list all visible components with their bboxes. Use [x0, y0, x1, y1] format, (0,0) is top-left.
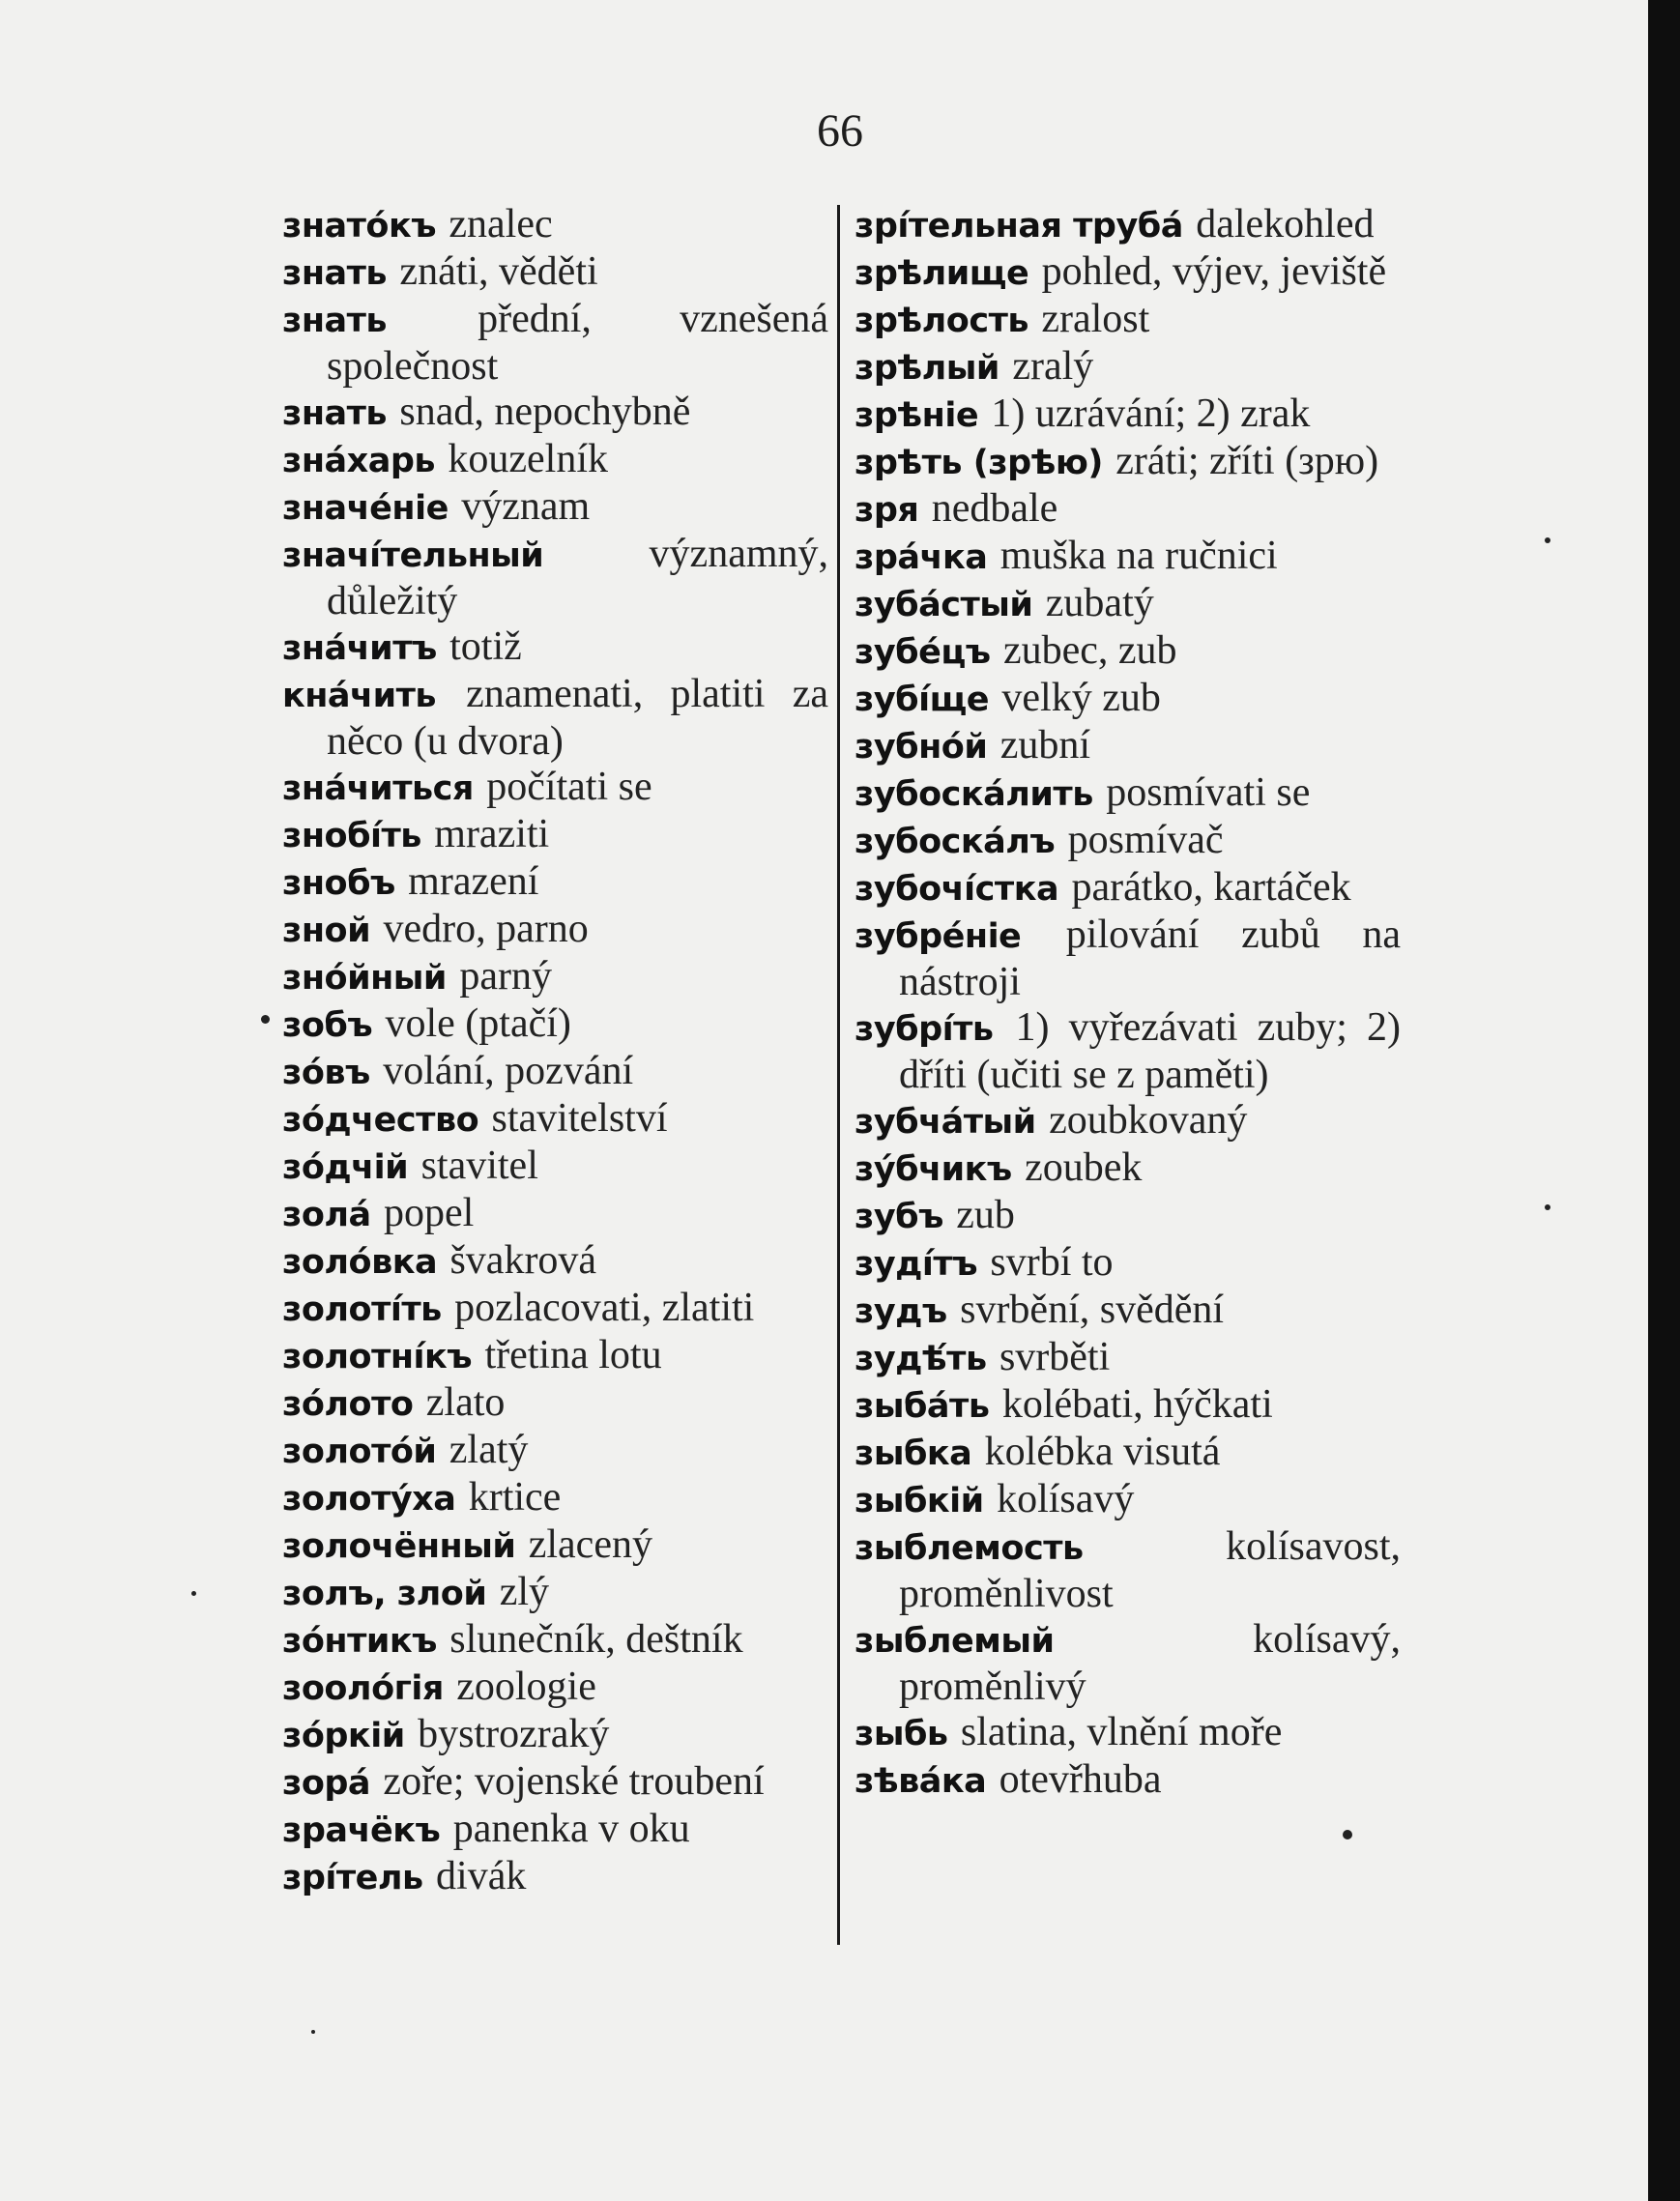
entry-headword: зрáчка	[854, 538, 988, 577]
dictionary-entry	[282, 1048, 828, 1095]
entry-headword: зобъ	[282, 1006, 373, 1045]
dictionary-entry	[854, 1287, 1401, 1334]
entry-definition: kolísavost, proměnlivost	[899, 1524, 1401, 1616]
entry-headword: знáчитъ	[282, 629, 437, 668]
ink-speck	[1545, 537, 1550, 543]
entry-definition: zubatý	[1045, 581, 1154, 625]
dictionary-entry	[854, 1476, 1401, 1523]
entry-headword: зубéцъ	[854, 633, 991, 672]
entry-headword: зрѣлый	[854, 349, 999, 388]
entry-definition: švakrová	[449, 1238, 597, 1283]
entry-definition: přední, vznešená společnost	[327, 297, 828, 389]
entry-headword: зубчáтый	[854, 1103, 1036, 1142]
dictionary-entry	[854, 438, 1401, 485]
page-number: 66	[817, 105, 863, 157]
entry-definition: zoře; vojenské troubení	[383, 1759, 765, 1804]
ink-speck	[191, 1591, 196, 1596]
entry-headword: зыблемость	[854, 1529, 1084, 1568]
dictionary-entry	[854, 1523, 1401, 1616]
dictionary-entry	[282, 953, 828, 1000]
dictionary-entry	[282, 296, 828, 389]
dictionary-entry	[854, 864, 1401, 912]
entry-definition: volání, pozvání	[383, 1049, 634, 1093]
dictionary-entry	[854, 1709, 1401, 1756]
entry-definition: posmívati se	[1106, 770, 1311, 815]
dictionary-entry	[282, 1237, 828, 1285]
entry-headword: зудѣ́ть	[854, 1340, 987, 1378]
dictionary-entry	[282, 1427, 828, 1474]
entry-headword: зудíтъ	[854, 1245, 978, 1284]
entry-definition: význam	[461, 484, 591, 529]
entry-definition: popel	[384, 1191, 475, 1235]
dictionary-entry	[282, 1521, 828, 1569]
entry-headword: зóркiй	[282, 1717, 405, 1755]
dictionary-entry	[282, 858, 828, 906]
entry-definition: posmívač	[1067, 818, 1224, 862]
entry-definition: zráti; zříti (зрю)	[1115, 439, 1379, 483]
entry-definition: znalec	[449, 202, 553, 246]
dictionary-entry	[854, 1097, 1401, 1144]
entry-headword: зрѣлость	[854, 302, 1028, 340]
entry-definition: otevřhuba	[999, 1757, 1162, 1802]
entry-headword: знать	[282, 254, 388, 293]
entry-definition: mrazení	[408, 859, 539, 904]
entry-headword: знáхарь	[282, 442, 436, 480]
entry-definition: pohled, výjev, jeviště	[1041, 249, 1387, 294]
dictionary-entry	[282, 1806, 828, 1853]
entry-headword: знатóкъ	[282, 207, 437, 246]
entry-definition: kolísavý	[997, 1477, 1135, 1521]
entry-definition: zoubkovaný	[1049, 1098, 1248, 1143]
dictionary-entry	[854, 1616, 1401, 1709]
entry-headword: зрѣнiе	[854, 396, 979, 435]
entry-headword: знобъ	[282, 864, 395, 903]
dictionary-entry	[282, 531, 828, 623]
entry-headword: зыбáть	[854, 1387, 990, 1426]
entry-definition: zralý	[1012, 344, 1094, 389]
entry-headword: знобíть	[282, 817, 421, 855]
entry-definition: bystrozraký	[418, 1712, 610, 1756]
entry-headword: кнáчить	[282, 677, 437, 715]
entry-definition: krtice	[468, 1475, 562, 1520]
entry-headword: зубáстый	[854, 586, 1033, 624]
entry-definition: panenka v oku	[452, 1807, 690, 1851]
dictionary-entry	[854, 627, 1401, 675]
dictionary-entry	[282, 436, 828, 483]
dictionary-entry	[282, 623, 828, 671]
dictionary-entry	[854, 248, 1401, 296]
dictionary-entry	[854, 391, 1401, 438]
entry-definition: pozlacovati, zlatiti	[454, 1286, 755, 1330]
ink-speck	[311, 2030, 315, 2034]
entry-definition: zub	[956, 1193, 1015, 1237]
entry-definition: slunečník, deštník	[449, 1617, 743, 1662]
entry-definition: zoubek	[1025, 1145, 1143, 1190]
dictionary-entry	[854, 1239, 1401, 1287]
entry-headword: зоолóгiя	[282, 1669, 444, 1708]
dictionary-entry	[282, 1379, 828, 1427]
entry-definition: kolébati, hýčkati	[1001, 1382, 1273, 1427]
entry-headword: знáчиться	[282, 769, 474, 808]
dictionary-entry	[282, 764, 828, 811]
dictionary-entry	[282, 1569, 828, 1616]
entry-headword: зной	[282, 912, 371, 950]
entry-definition: velký zub	[1001, 676, 1161, 720]
entry-headword: зѣвáка	[854, 1762, 987, 1801]
dictionary-entry	[282, 1285, 828, 1332]
dictionary-entry	[282, 811, 828, 858]
entry-headword: зóнтикъ	[282, 1622, 437, 1661]
entry-headword: зыбка	[854, 1434, 972, 1473]
entry-definition: zoologie	[456, 1665, 596, 1709]
entry-headword: зрачёкъ	[282, 1811, 441, 1850]
entry-headword: золотýха	[282, 1480, 456, 1519]
entry-definition: svrběti	[999, 1335, 1111, 1379]
entry-headword: зрѣлище	[854, 254, 1029, 293]
entry-headword: зубрéнiе	[854, 917, 1022, 956]
dictionary-entry	[282, 248, 828, 296]
dictionary-entry	[854, 912, 1401, 1004]
dictionary-entry	[282, 1758, 828, 1806]
entry-definition: zubní	[999, 723, 1091, 767]
entry-headword: золá	[282, 1196, 371, 1234]
entry-definition: zlý	[499, 1570, 550, 1614]
entry-definition: počítati se	[486, 765, 652, 809]
entry-headword: зрíтельная трубá	[854, 207, 1183, 246]
entry-definition: dalekohled	[1196, 202, 1375, 246]
entry-definition: snad, nepochybně	[399, 390, 691, 434]
entry-headword: зóдчiй	[282, 1148, 409, 1187]
entry-headword: золъ, злой	[282, 1575, 487, 1613]
entry-headword: зря	[854, 491, 919, 530]
entry-headword: зýбчикъ	[854, 1150, 1012, 1189]
entry-definition: pilování zubů na nástroji	[899, 912, 1401, 1004]
entry-definition: kolébka visutá	[984, 1430, 1221, 1474]
dictionary-entry	[282, 1711, 828, 1758]
right-column	[854, 201, 1401, 1804]
entry-headword: зрѣть (зрѣю)	[854, 444, 1103, 482]
dictionary-entry	[282, 1474, 828, 1521]
dictionary-entry	[854, 343, 1401, 391]
entry-headword: зубрíть	[854, 1010, 994, 1049]
dictionary-entry	[854, 1192, 1401, 1239]
entry-definition: třetina lotu	[484, 1333, 662, 1377]
entry-definition: vole (ptačí)	[385, 1001, 571, 1046]
entry-headword: золотнíкъ	[282, 1338, 473, 1376]
entry-headword: зудъ	[854, 1292, 947, 1331]
entry-headword: золотíть	[282, 1290, 442, 1329]
column-divider	[837, 205, 840, 1945]
entry-definition: stavitelství	[491, 1096, 668, 1141]
entry-definition: nedbale	[931, 486, 1058, 531]
dictionary-entry	[282, 1000, 828, 1048]
ink-speck	[261, 1015, 270, 1024]
entry-headword: зубоскáлъ	[854, 823, 1056, 861]
entry-headword: зубнóй	[854, 728, 988, 767]
dictionary-entry	[854, 1334, 1401, 1381]
dictionary-entry	[282, 483, 828, 531]
dictionary-entry	[854, 1004, 1401, 1097]
dictionary-entry	[854, 533, 1401, 580]
entry-definition: znáti, věděti	[399, 249, 598, 294]
entry-headword: зыбь	[854, 1715, 948, 1753]
entry-definition: totiž	[449, 624, 522, 669]
entry-definition: svrbění, svědění	[960, 1288, 1225, 1332]
entry-definition: stavitel	[420, 1144, 538, 1188]
dictionary-entry	[854, 675, 1401, 722]
dictionary-entry	[854, 1144, 1401, 1192]
entry-definition: znamenati, platiti za něco (u dvora)	[327, 672, 828, 764]
dictionary-entry	[854, 1756, 1401, 1804]
entry-definition: kouzelník	[448, 437, 609, 481]
dictionary-entry	[282, 906, 828, 953]
entry-definition: mraziti	[434, 812, 550, 856]
dictionary-entry	[854, 1381, 1401, 1429]
dictionary-entry	[854, 580, 1401, 627]
dictionary-entry	[854, 296, 1401, 343]
entry-definition: svrbí to	[990, 1240, 1114, 1285]
entry-definition: kolísavý, proměnlivý	[899, 1617, 1401, 1709]
entry-definition: 1) uzrávání; 2) zrak	[991, 391, 1311, 436]
entry-definition: parný	[459, 954, 552, 999]
entry-definition: vedro, parno	[383, 907, 589, 951]
left-column	[282, 201, 828, 1900]
entry-headword: знать	[282, 302, 388, 340]
entry-definition: významný, důležitý	[327, 532, 828, 623]
entry-headword: зубъ	[854, 1198, 943, 1236]
entry-headword: зóлото	[282, 1385, 414, 1424]
entry-headword: зубочíстка	[854, 870, 1059, 909]
entry-definition: parátko, kartáček	[1071, 865, 1351, 910]
dictionary-entry	[282, 1190, 828, 1237]
dictionary-entry	[282, 389, 828, 436]
dictionary-entry	[854, 201, 1401, 248]
entry-definition: zubec, zub	[1002, 628, 1177, 673]
entry-definition: divák	[436, 1854, 527, 1898]
entry-headword: зорá	[282, 1764, 371, 1803]
ink-speck	[1545, 1204, 1550, 1210]
entry-headword: зыбкiй	[854, 1482, 984, 1520]
ink-speck	[1343, 1830, 1352, 1839]
entry-definition: zralost	[1041, 297, 1150, 341]
dictionary-entry	[282, 1332, 828, 1379]
entry-definition: muška na ručnici	[999, 534, 1278, 578]
entry-definition: zlatý	[449, 1428, 529, 1472]
dictionary-entry	[282, 201, 828, 248]
dictionary-entry	[854, 769, 1401, 817]
dictionary-entry	[854, 817, 1401, 864]
entry-headword: зубоскáлить	[854, 775, 1093, 814]
entry-headword: значéнiе	[282, 489, 449, 528]
entry-headword: знóйный	[282, 959, 447, 998]
entry-headword: зубíще	[854, 681, 990, 719]
entry-definition: slatina, vlnění moře	[960, 1710, 1283, 1754]
entry-definition: zlato	[425, 1380, 506, 1425]
entry-headword: значíтельный	[282, 536, 544, 575]
entry-headword: зыблемый	[854, 1622, 1055, 1661]
dictionary-entry	[854, 485, 1401, 533]
entry-headword: золóвка	[282, 1243, 438, 1282]
entry-headword: зóвъ	[282, 1054, 370, 1092]
entry-definition: 1) vyřezávati zuby; 2) dříti (učiti se z paměti)	[899, 1005, 1401, 1097]
entry-headword: зрíтель	[282, 1859, 423, 1897]
scan-edge	[1648, 0, 1680, 2201]
entry-headword: зóдчество	[282, 1101, 479, 1140]
dictionary-entry	[282, 1095, 828, 1143]
dictionary-entry	[282, 1143, 828, 1190]
dictionary-entry	[282, 1616, 828, 1664]
dictionary-entry	[282, 1853, 828, 1900]
entry-headword: золочённый	[282, 1527, 516, 1566]
dictionary-entry	[854, 722, 1401, 769]
dictionary-entry	[282, 1664, 828, 1711]
entry-headword: золотóй	[282, 1433, 437, 1471]
entry-definition: zlacený	[528, 1522, 652, 1567]
entry-headword: знать	[282, 394, 388, 433]
dictionary-entry	[282, 671, 828, 764]
dictionary-entry	[854, 1429, 1401, 1476]
